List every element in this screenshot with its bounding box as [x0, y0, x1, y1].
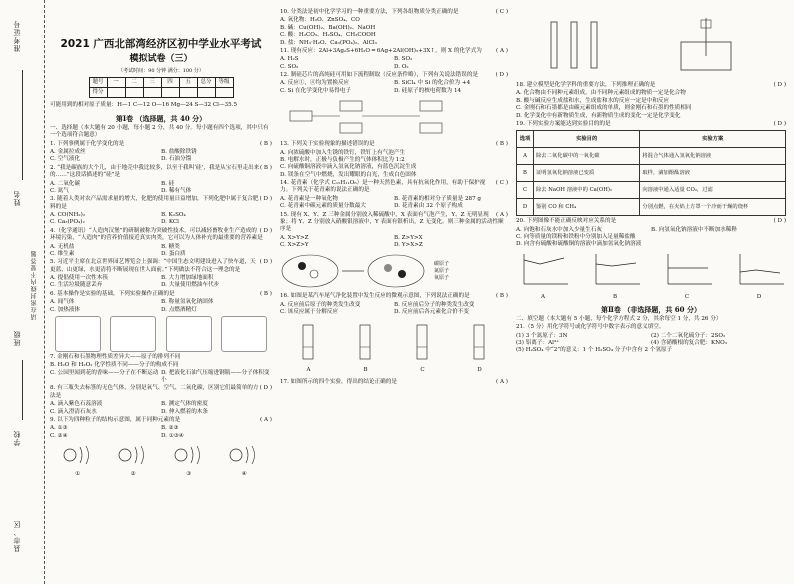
answer-mark: ( B ): [259, 140, 272, 147]
option: A. 提倡使用一次性木筷: [50, 275, 108, 282]
option: D. ①③④: [161, 432, 184, 439]
score-cell[interactable]: [215, 88, 233, 98]
option: (2) 二个二氧化硫分子：2SO₂: [651, 332, 726, 339]
option: A. X>Y>Z: [280, 234, 309, 241]
score-cell[interactable]: [125, 88, 143, 98]
option: A. 金属拉成丝: [50, 149, 86, 156]
table-cell: 向溶液中通入适量 CO₂，过滤: [640, 182, 786, 199]
q20-graph-label: B: [612, 293, 618, 300]
option: D. 向含有硫酸和硫酸铜的溶液中滴加氢氧化钠溶液: [516, 241, 642, 248]
question-text: 13. 下列关于实验现象的描述错误的是: [280, 141, 375, 148]
column-3: [516, 8, 786, 355]
option: C. 加热液体: [50, 306, 81, 313]
option: D. 把液化石油气压缩进钢瓶——分子体积变小: [161, 369, 270, 384]
legend-item: 碳原子: [434, 261, 450, 268]
option: D. 稀有气体: [161, 187, 192, 194]
q20-graph: [660, 250, 714, 301]
question-text: 8. 有三瓶失去标签的无色气体，分别是氧气、空气、二氧化碳，区别它们最简单的方法是: [50, 385, 259, 399]
option: D. 伸入燃着的木条: [161, 408, 208, 415]
option: C. 酸：H₂CO₃、H₂SO₄、CH₃COOH: [280, 32, 376, 39]
option: C. 滴入澄清石灰水: [50, 408, 97, 415]
experiment-item: [346, 321, 386, 374]
options: [516, 333, 786, 355]
score-header-cell: 等级: [215, 78, 233, 88]
bind-label-exam-number: 准考证号: [13, 20, 21, 52]
answer-mark: ( A ): [496, 378, 508, 385]
option: C. 公园里闻到花的香味——分子在不断运动: [50, 369, 159, 376]
option: C. ②④: [50, 432, 68, 439]
option: A. 向饱和石灰水中加入少量生石灰: [516, 226, 602, 233]
options: [280, 17, 508, 47]
score-cell[interactable]: [161, 88, 179, 98]
legend: [434, 261, 449, 281]
option: D. 大量使用燃油车代步: [161, 282, 220, 289]
option: D. 点燃酒精灯: [161, 306, 197, 313]
option: B. Z>Y>X: [394, 234, 423, 241]
legend-item: 氮原子: [434, 268, 450, 275]
question: [516, 82, 786, 89]
option: C. 花青素中碳元素的质量分数最大: [280, 203, 366, 210]
question: [280, 180, 508, 195]
question: [280, 72, 508, 79]
option: D. 蛋白质: [161, 250, 186, 257]
answer-mark: ( D ): [259, 259, 272, 266]
options: [280, 80, 508, 95]
option: D. KCl: [161, 219, 179, 226]
option: C. X>Z>Y: [280, 242, 309, 248]
option: A. H₂S: [280, 56, 299, 63]
question-text: 11. 现有反应：2Al+3Ag₂S+6H₂O ═ 6Ag+2Al(OH)₃+3X↑，则 X 的化学式为: [280, 47, 482, 54]
question: [50, 141, 272, 148]
table-header: 实验方案: [640, 131, 786, 148]
experiment-item: [460, 321, 500, 374]
option: D. 盐：NH₃·H₂O、Ca₃(PO₄)₂、AlCl₃: [280, 39, 377, 46]
atomic-masses: 可能用到的相对原子质量：H—1 C—12 O—16 Mg—24 S—32 Cl—35.5: [50, 102, 238, 109]
option: C. 空气液化: [50, 156, 81, 163]
options: [50, 425, 272, 440]
option: A. 反应①，④均为置换反应: [280, 80, 350, 87]
option: A. 化合物由不同种元素组成，由不同种元素组成的物质一定是化合物: [516, 90, 686, 97]
option: A. 滴入紫色石蕊溶液: [50, 401, 103, 408]
table-header: 实验目的: [534, 131, 640, 148]
options: [516, 90, 786, 120]
question-text: 7. 金刚石和石墨物理性质差异大——原子的排列不同: [50, 353, 181, 360]
options: [50, 244, 272, 259]
option: A. 向浓硫酸中加入生锈的铁钉，铁钉上有气泡产生: [280, 149, 406, 156]
bind-label-seal-note: 请在密封线内不要答题: [31, 250, 38, 320]
option: A. 闻气体: [50, 299, 75, 306]
bind-line: [22, 70, 23, 180]
answer-mark: ( A ): [260, 416, 272, 423]
option: A. CO(NH₂)₂: [50, 212, 86, 219]
q20-graph-label: A: [540, 293, 546, 300]
option: B. 测定气体的密度: [161, 401, 208, 408]
option: A. 氧化物：H₂O、ZnSO₄、CO: [280, 17, 360, 24]
option: D. 反应前后各元素化合价不变: [394, 309, 469, 316]
question-text: 17. 如图所示的四个实验，得出的结论正确的是: [280, 378, 397, 385]
question-text: 4.（化学通讯）“人造肉汉堡”的研制被称为突破性技术，可以减轻畜牧业生产造成的环境污染，“人造肉”的营养价值接近真实肉类，它可以为人体补充的最重要的营养素是: [50, 227, 263, 242]
question: [50, 417, 272, 424]
options: [280, 235, 508, 250]
option: D. 硅原子的核电荷数为 14: [394, 87, 462, 94]
atom-label: ④: [241, 471, 247, 478]
answer-mark: ( A ): [496, 211, 508, 218]
column-2: [280, 8, 508, 387]
question-text: 10. 分类法是初中化学学习的一种重要方法，下列各组物质分类正确的是: [280, 9, 459, 15]
option: B. ②③: [161, 425, 179, 432]
option: B. SiCl₄ 中 Si 的化合价为 +4: [394, 80, 471, 87]
score-header-cell: 四: [161, 78, 179, 88]
question: [50, 291, 272, 298]
question: [50, 354, 272, 361]
question-text: 16. 如图是某汽车尾气净化装置中发生反应的微观示意图，下列说法正确的是: [280, 293, 470, 300]
options: [280, 56, 508, 71]
option: A. 反应前后原子的种类发生改变: [280, 301, 361, 308]
col1-questions: [50, 141, 272, 478]
q20-graph: [588, 250, 642, 301]
score-header-cell: 题号: [89, 78, 107, 88]
q20-graph-label: D: [756, 293, 762, 300]
table-cell: 除去二氧化碳中的一氧化碳: [534, 148, 640, 165]
column-1: [50, 8, 272, 480]
option: A. 无机盐: [50, 243, 75, 250]
option: D. Y>X>Z: [394, 242, 423, 248]
experiment-item: [403, 321, 443, 374]
score-header-cell: 五: [179, 78, 197, 88]
q20-graphs: [516, 251, 786, 301]
option: C. Si 在化学变化中易得电子: [280, 87, 351, 94]
question: [280, 293, 508, 300]
options: [50, 299, 272, 314]
score-header-cell: 总分: [197, 78, 215, 88]
col2-questions: [280, 9, 508, 386]
option: B. 碱：Cu(OH)₂、Ba(OH)₂、NaOH: [280, 24, 376, 31]
question: [280, 48, 508, 55]
option: D. 镁条在空气中燃烧，发出耀眼的白光，生成白色固体: [280, 171, 417, 178]
option: B. 称量氢氧化钠固体: [161, 299, 214, 306]
option: (5) H₂SO₄ 中“2”的意义：1 个 H₂SO₄ 分子中含有 2 个氢原子: [516, 347, 673, 354]
option: C. Ca₃(PO₄)₂: [50, 219, 85, 226]
experiment-label: B: [363, 366, 368, 373]
option: B. 向氢氧化钠溶液中不断加水稀释: [651, 226, 737, 233]
options: [280, 196, 508, 211]
answer-mark: ( C ): [495, 180, 508, 186]
question-text: 3. 随着人类对农产品需求量的增大，化肥的使用量日益增加，下列化肥中属于复合肥料的是: [50, 196, 259, 210]
answer-mark: ( B ): [495, 293, 508, 300]
question: [50, 228, 272, 243]
table-row: [517, 199, 786, 216]
part2-heading: 第Ⅱ卷 （非选择题，共 60 分）: [601, 304, 701, 314]
silicon-flow-diagram: [280, 97, 508, 139]
option: B. 花青素的相对分子质量是 287 g: [394, 195, 482, 202]
question: [516, 121, 786, 128]
question-text: 21.（5 分）用化学符号或化学符号中数字表示的意义填空。: [516, 324, 665, 331]
option: B. K₂SO₄: [161, 212, 186, 219]
option: A. ①③: [50, 425, 68, 432]
question-text: 12. 制硅芯片的高纯硅可用如下流程制取（反应条件略），下列有关说法错误的是: [280, 72, 479, 78]
score-header-cell: 三: [143, 78, 161, 88]
top-right-figures: [516, 10, 786, 80]
q19-table: [516, 130, 786, 216]
question-text: 2. “我是碳族的大个儿，由于地壳中我比较多，以至于我叫‘硅’，我是从宝石里走出来的……”这段话描述的“硅”是: [50, 164, 260, 179]
score-cell[interactable]: [143, 88, 161, 98]
q20-graph: [516, 250, 570, 301]
atom-label: ③: [186, 471, 192, 478]
options: [50, 212, 272, 227]
answer-mark: ( D ): [773, 82, 786, 88]
experiment-label: A: [306, 366, 311, 373]
option: B. 硅: [161, 180, 175, 187]
operation-figure: [166, 316, 212, 352]
question: [280, 141, 508, 148]
option: B. 反应前后分子的种类发生改变: [394, 301, 475, 308]
experiment-label: D: [477, 366, 482, 373]
part2-intro: 二、填空题（本大题有 5 小题，每个化学方程式 2 分，其余每空 1 分，共 26 分）: [516, 315, 722, 322]
table-row: [517, 182, 786, 199]
bind-label-school: 学校: [13, 430, 21, 446]
option: B. 糖类: [161, 243, 180, 250]
option: B. 大力增加绿地面积: [161, 275, 214, 282]
options: [280, 150, 508, 180]
answer-mark: ( A ): [496, 47, 508, 54]
option: B. SO₂: [394, 56, 413, 63]
option: B. H₂O 和 H₂O₂ 化学性质不同——分子的构成不同: [50, 362, 179, 369]
binding-margin: [0, 0, 45, 584]
question: [280, 9, 508, 16]
operation-figure: [221, 316, 267, 352]
option: (3) 铝离子：Al³⁺: [516, 340, 560, 347]
exam-title: 2021 广西北部湾经济区初中学业水平考试: [60, 38, 262, 50]
option: D. 石油分馏: [161, 156, 192, 163]
options: [516, 227, 786, 249]
atom-diagram: [113, 442, 153, 479]
options: [50, 275, 272, 290]
exam-info: （考试时间：90 分钟 满分：100 分）: [118, 67, 204, 74]
option: B. 盐酸除铁锈: [161, 149, 197, 156]
part1-heading: 第Ⅰ卷 （选择题，共 40 分）: [115, 113, 207, 123]
question: [516, 218, 786, 225]
bind-label-county: 县市、区: [13, 520, 21, 552]
question-text: 19. 下列实验方案能达到实验目的的是: [516, 120, 611, 127]
option: C. 氮气: [50, 187, 69, 194]
question: [516, 324, 786, 331]
col3-questions: [516, 82, 786, 355]
question: [50, 165, 272, 180]
answer-mark: ( B ): [259, 290, 272, 297]
answer-mark: ( D ): [259, 196, 272, 203]
score-header-cell: 一: [107, 78, 125, 88]
atom-structure-figures: [50, 442, 272, 478]
reaction-micro-diagram: [280, 251, 508, 291]
answer-mark: ( D ): [259, 385, 272, 392]
question-text: 9. 以下为四种粒子的结构示意图，属于同种元素的是: [50, 416, 181, 423]
question-text: 5. 习近平主席在北京世界园艺博览会上强调：“中国生态文明建设进入了快车道，天更蓝，山更绿，水更清将不断展现在世人面前。”下列做法不符合这一理念的是: [50, 259, 256, 273]
table-cell: 将混合气体通入氢氧化钠溶液: [640, 148, 786, 165]
score-cell[interactable]: [179, 88, 197, 98]
options: [280, 302, 508, 317]
bind-line: [22, 360, 23, 420]
operation-figure: [55, 316, 101, 352]
option: (1) 3 个氮原子：3N: [516, 332, 568, 339]
options: [50, 362, 272, 384]
option: C. 向等质量的镁粉和铁粉中分别加入足量稀盐酸: [516, 234, 636, 240]
table-cell: C: [517, 182, 534, 199]
question-text: 6. 基本操作是实验的基础，下列实验操作正确的是: [50, 290, 175, 297]
table-cell: 取样，滴加酚酞溶液: [640, 165, 786, 182]
option: B. 酸与碱反应生成盐和水，生成盐和水的反应一定是中和反应: [516, 97, 670, 104]
operation-figures: [50, 316, 272, 352]
atom-diagram: [169, 442, 209, 479]
bind-label-name: 姓名: [13, 190, 21, 206]
option: C. 向硫酸铜溶液中滴入氢氧化钠溶液，有蓝色沉淀生成: [280, 164, 417, 171]
operation-figure: [110, 316, 156, 352]
question: [50, 259, 272, 274]
option: D. O₂: [394, 63, 409, 70]
atom-label: ②: [130, 471, 136, 478]
option: D. 化学变化中有新物质生成，有新物质生成的变化一定是化学变化: [516, 112, 681, 119]
options: [50, 401, 272, 416]
q20-graph: [732, 250, 786, 301]
answer-mark: ( B ): [495, 141, 508, 148]
atom-diagram: [224, 442, 264, 479]
table-cell: D: [517, 199, 534, 216]
question-text: 15. 现有 X、Y、Z 三种金属分别放入稀硫酸中，X 表面有气泡产生，Y、Z 无明显现象；将 Y、Z 分别放入硝酸银溶液中，Y 表面有银析出，Z 无变化。则三种金属的活动性顺序是: [280, 211, 504, 233]
option: C. 生活垃圾随意丢弃: [50, 282, 103, 289]
q20-graph-label: C: [684, 293, 690, 300]
option: A. 花青素是一种氧化物: [280, 195, 338, 202]
table-cell: B: [517, 165, 534, 182]
atom-label: ①: [75, 471, 81, 478]
atom-diagram: [58, 442, 98, 479]
experiment-figures: [280, 319, 508, 377]
part1-intro: 一、选择题（本大题有 20 小题，每小题 2 分，共 40 分。每小题有四个选项，其中只有一个选项符合题意）: [50, 124, 269, 139]
options: [50, 149, 272, 164]
experiment-label: C: [420, 366, 425, 373]
question: [280, 379, 508, 386]
question-text: 20. 下列图像不能正确反映对应关系的是: [516, 218, 617, 225]
table-cell: 鉴别 CO 和 CH₄: [534, 199, 640, 216]
legend-item: 氧原子: [434, 274, 450, 281]
option: C. SO₃: [280, 63, 299, 70]
answer-mark: ( D ): [495, 72, 508, 78]
exam-subtitle: 模拟试卷（三）: [129, 53, 193, 64]
table-header: 选项: [517, 131, 534, 148]
answer-mark: ( B ): [259, 164, 272, 171]
score-cell[interactable]: [197, 88, 215, 98]
question-text: 1. 下列事例属于化学变化的是: [50, 140, 125, 147]
score-table: [89, 77, 234, 98]
table-cell: 分别点燃，在火焰上方罩一个冷而干燥的烧杯: [640, 199, 786, 216]
option: C. 维生素: [50, 250, 75, 257]
question: [280, 212, 508, 234]
score-header-cell: 二: [125, 78, 143, 88]
table-row: [517, 165, 786, 182]
answer-mark: ( C ): [495, 9, 508, 15]
options: [50, 181, 272, 196]
table-cell: 证明氢氧化钠溶液已变质: [534, 165, 640, 182]
table-cell: 除去 NaOH 溶液中的 Ca(OH)₂: [534, 182, 640, 199]
bind-label-class: 班级: [13, 330, 21, 346]
option: D. 花青素由 32 个原子构成: [394, 203, 463, 210]
option: (4) 含硝酸根的复合肥：KNO₃: [651, 340, 727, 347]
question: [50, 385, 272, 400]
score-cell[interactable]: [107, 88, 125, 98]
option: A. 二氧化碳: [50, 180, 80, 187]
question-text: 14. 花青素（化学式 C₁₅H₁₁O₆）是一种天然色素，具有抗氧化作用，有助于保护视力。下列关于花青素的说法正确的是: [280, 180, 486, 194]
option: C. 金刚石和石墨都是由碳元素组成的单质，则金刚石和石墨的性质相同: [516, 105, 692, 112]
experiment-figure: [531, 12, 771, 78]
question: [50, 196, 272, 211]
answer-mark: ( D ): [773, 218, 786, 225]
question-text: 18. 建立模型是化学学科的重要方法，下列推理正确的是: [516, 82, 656, 88]
option: B. 电解水时，正极与负极产生的气体体积比为 1:2: [280, 156, 405, 163]
table-cell: A: [517, 148, 534, 165]
option: C. 该反应属于分解反应: [280, 309, 338, 316]
answer-mark: ( D ): [773, 120, 786, 127]
answer-mark: ( D ): [259, 227, 272, 234]
score-row-label: 得分: [89, 88, 107, 98]
experiment-item: [289, 321, 329, 374]
table-row: [517, 148, 786, 165]
